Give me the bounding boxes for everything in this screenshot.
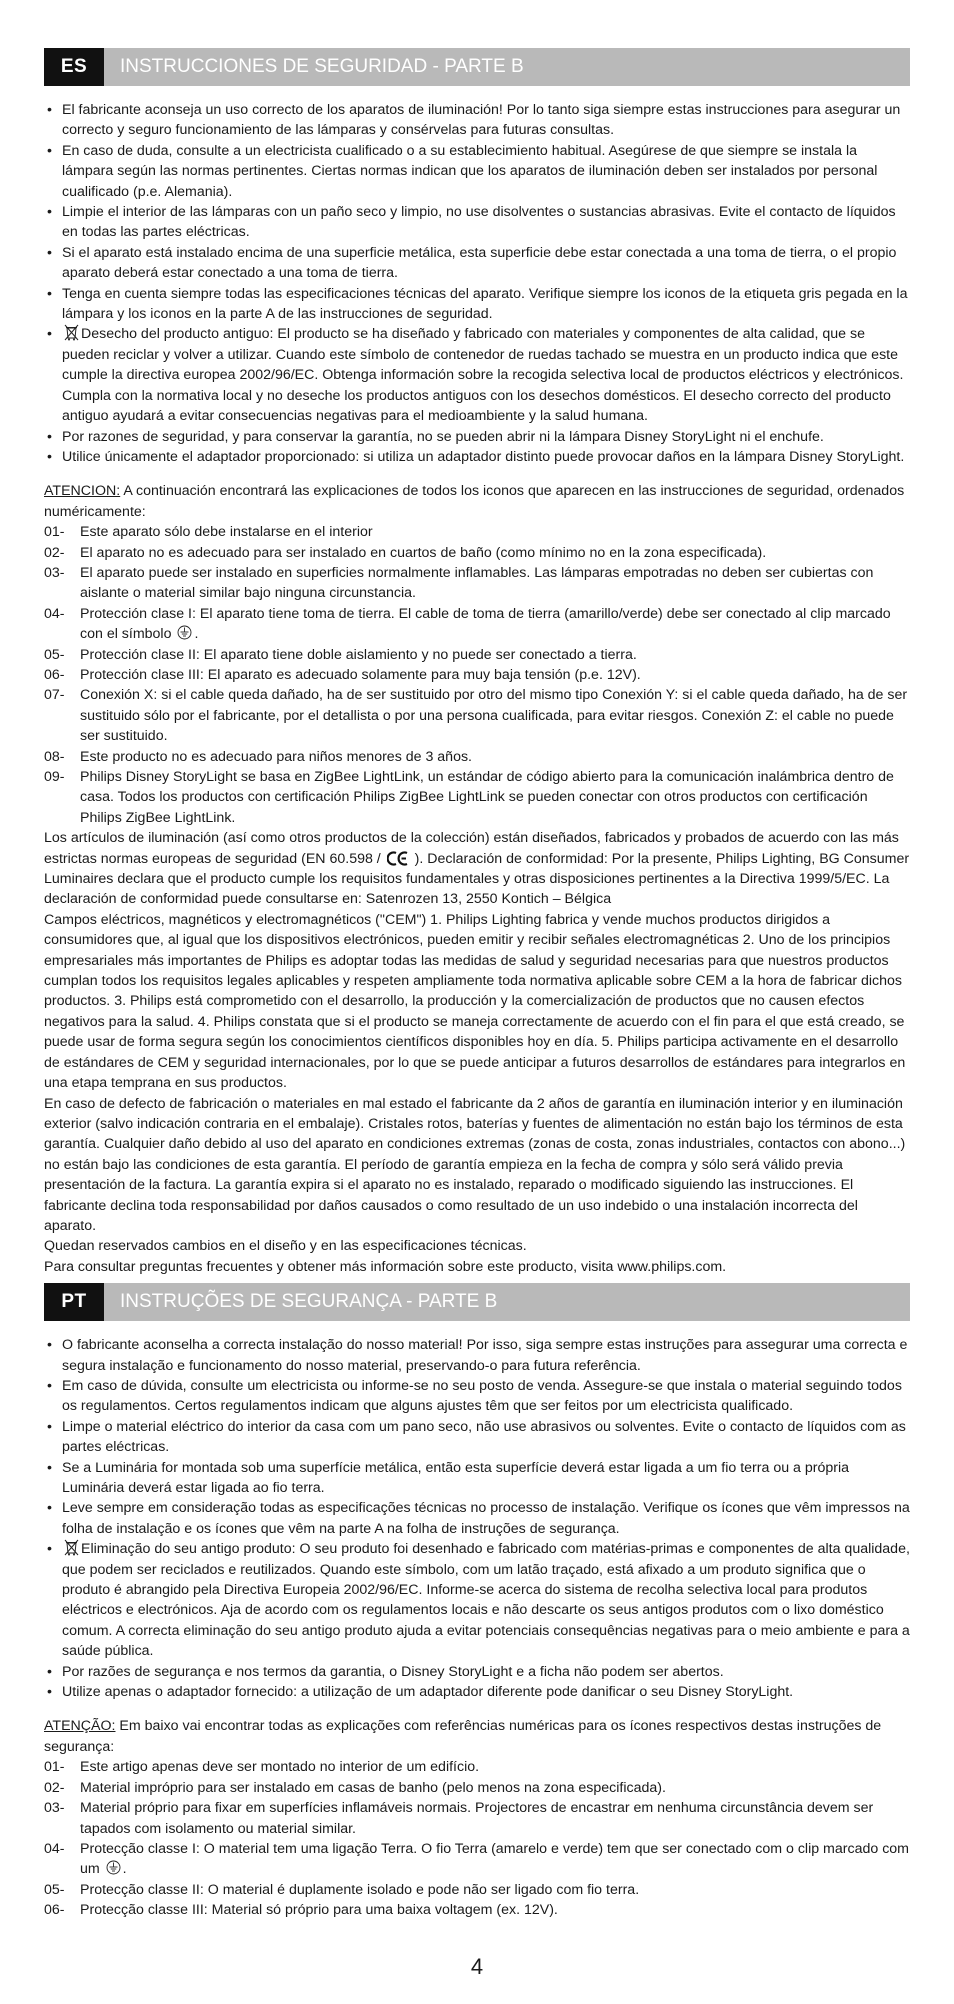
numbered-item: 04- Protección clase I: El aparato tiene toma de tierra. El cable de toma de tierra (amarillo/verde) debe ser conectado al clip marcado con el símbolo .	[44, 605, 891, 643]
pt-note	[44, 1716, 910, 1757]
numbered-item: 02- Material impróprio para ser instalado em casas de banho (pelo menos na zona especificada).	[44, 1779, 666, 1796]
list-item: • Utilize apenas o adaptador fornecido: a utilização de um adaptador diferente pode danificar o seu Disney StoryLight.	[44, 1682, 910, 1702]
es-section-header	[44, 48, 910, 86]
numbered-item: 05- Protección clase II: El aparato tiene doble aislamiento y no puede ser conectado a tierra.	[44, 646, 637, 663]
list-item: • Por razones de seguridad, y para conservar la garantía, no se pueden abrir ni la lámpara Disney StoryLight ni el enchufe.	[44, 427, 910, 447]
list-item: • Se a Luminária for montada sob uma superfície metálica, então esta superfície deverá estar ligada a um fio terra ou a própria Luminária deverá estar ligada ao fio terra.	[44, 1458, 910, 1499]
list-item: • Si el aparato está instalado encima de una superficie metálica, esta superficie debe estar conectada a una toma de tierra, o el propio aparato deberá estar conectado a una toma de tierra.	[44, 243, 910, 284]
es-note	[44, 481, 910, 522]
numbered-item: 03- El aparato puede ser instalado en superficies normalmente inflamables. Las lámparas empotradas no deben ser cubiertas con aislante o material similar bajo ninguna circunstancia.	[44, 564, 874, 602]
pt-section-header	[44, 1283, 910, 1321]
es-language-code: ES	[44, 48, 104, 86]
note-label: ATENÇÃO:	[44, 1718, 116, 1735]
numbered-item: 05- Protecção classe II: O material é duplamente isolado e pode não ser ligado com fio terra.	[44, 1881, 640, 1898]
list-item: • Tenga en cuenta siempre todas las especificaciones técnicas del aparato. Verifique siempre los iconos de la etiqueta gris pegada en la lámpara y los iconos en la parte A de las instrucciones de seguridad.	[44, 284, 910, 325]
es-section-title: INSTRUCCIONES DE SEGURIDAD - PARTE B	[120, 56, 524, 77]
warranty-paragraph: En caso de defecto de fabricación o materiales en mal estado el fabricante da 2 años de garantía en iluminación interior y en iluminación exterior (salvo indicación contraria en el embalaje). Cristales rotos, baterías y fuentes de alimentación no están bajo los términos de esta garantía. Cualquier daño debido al uso del aparato en condiciones extremas (zonas de costa, zonas industriales, contactos con abono...) no están bajo las condiciones de esta garantía. El período de garantía empieza en la fecha de compra y sólo será válido previa presentación de la factura. La garantía expira si el aparato no es instalado, reparado o modificado siguiendo las instrucciones. El fabricante declina toda responsabilidad por daños causados o como resultado de un uso indebido o una instalación incorrecta del aparato.	[44, 1095, 906, 1234]
emf-paragraph: Campos eléctricos, magnéticos y electromagnéticos ("CEM") 1. Philips Lighting fabrica y vende muchos productos dirigidos a consumidores que, al igual que los dispositivos electrónicos, pueden emitir y recibir señales electromagnéticas 2. Uno de los principios empresariales más importantes de Philips es adoptar todas las medidas de salud y seguridad necesarias para que nuestros productos cumplan todos los requisitos legales aplicables y respeten ampliamente toda normativa aplicable sobre CEM a la hora de fabricar dichos productos. 3. Philips está comprometido con el desarrollo, la producción y la comercialización de productos que no causen efectos negativos para la salud. 4. Philips constata que si el producto se maneja correctamente de acuerdo con el fin para el que está creado, se puede usar de forma segura según los conocimientos científicos disponibles hoy en día. 5. Philips participa activamente en el desarrollo de estándares de CEM y seguridad internacionales, por lo que se puede anticipar a futuros desarrollos de estándares para integrarlos en una etapa temprana en sus productos.	[44, 911, 906, 1092]
list-item: • Limpie el interior de las lámparas con un paño seco y limpio, no use disolventes o sustancias abrasivas. Evite el contacto de líquidos en todas las partes eléctricas.	[44, 202, 910, 243]
list-item: • Por razões de segurança e nos termos da garantia, o Disney StoryLight e a ficha não podem ser abertos.	[44, 1662, 910, 1682]
weee-text: Eliminação do seu antigo produto: O seu produto foi desenhado e fabricado com matérias-primas e componentes de alta qualidade, que podem ser reciclados e reutilizados. Quando este símbolo, com um latão traçado, está afixado a um produto significa que o produto é abrangido pela Directiva Europeia 2002/96/EC. Informe-se acerca do sistema de recolha selectiva local para produtos eléctricos e electrónicos. Aja de acordo com os regulamentos locais e não descarte os seus antigos produtos com o lixo doméstico comum. A correcta eliminação do seu antigo produto ajuda a evitar potenciais consequências negativas para o meio ambiente e para a saúde pública.	[62, 1541, 910, 1660]
es-safety-list	[44, 100, 910, 467]
earth-ground-icon	[177, 624, 192, 641]
pt-section-title: INSTRUÇÕES DE SEGURANÇA - PARTE B	[120, 1291, 498, 1313]
note-label: ATENCION:	[44, 483, 121, 500]
list-item: • En caso de duda, consulte a un electricista cualificado o a su establecimiento habitual. Asegúrese de que siempre se instala la lámpara según las normas pertinentes. Ciertas normas indican que los aparatos de iluminación deben ser instalados por personal cualificado (p.e. Alemania).	[44, 141, 910, 202]
list-item: • Limpe o material eléctrico do interior da casa com um pano seco, não use abrasivos ou solventes. Evite o contacto de líquidos com as partes eléctricas.	[44, 1417, 910, 1458]
list-item: • Leve sempre em consideração todas as especificações técnicas no processo de instalação. Verifique os ícones que vêm impressos na folha de instalação e os ícones que vêm na parte A na folha de instruções de segurança.	[44, 1498, 910, 1539]
list-item: • O fabricante aconselha a correcta instalação do nosso material! Por isso, siga sempre estas instruções para assegurar uma correcta e segura instalação e funcionamento do nosso material, preservando-o para futura referência.	[44, 1335, 910, 1376]
numbered-item: 03- Material próprio para fixar em superfícies inflamáveis normais. Projectores de encastrar em nenhuma circunstância devem ser tapados com isolamento ou material similar.	[44, 1800, 874, 1837]
ce-mark-icon	[387, 851, 409, 866]
numbered-item: 01- Este artigo apenas deve ser montado no interior de um edifício.	[44, 1759, 480, 1776]
conformity-paragraph: Los artículos de iluminación (así como otros productos de la colección) están diseñados, fabricados y probados de acuerdo con las más estrictas normas europeas de seguridad (EN 60.598 / ). Declaración de conformidad: Por la presente, Philips Lighting, BG Consumer Luminaires declara que el producto cumple los requisitos fundamentales y otras disposiciones pertinentes a la Directiva 1999/5/EC. La declaración de conformidad puede consultarse en: Satenrozen 13, 2550 Kontich – Bélgica	[44, 830, 910, 908]
numbered-item: 04- Protecção classe I: O material tem uma ligação Terra. O fio Terra (amarelo e verde) tem que ser conectado com o clip marcado com um .	[44, 1840, 910, 1878]
note-text: Em baixo vai encontrar todas as explicações com referências numéricas para os ícones respectivos destas instruções de segurança:	[44, 1718, 882, 1755]
list-item: • El fabricante aconseja un uso correcto de los aparatos de iluminación! Por lo tanto siga siempre estas instrucciones para asegurar un correcto y seguro funcionamiento de las lámparas y consérvelas para futuras consultas.	[44, 100, 910, 141]
list-item: • Em caso de dúvida, consulte um electricista ou informe-se no seu posto de venda. Assegure-se que instala o material seguindo todos os regulamentos. Certos regulamentos indicam que alguns ajustes têm que ser feitos por um electricista qualificado.	[44, 1376, 910, 1417]
list-item-weee	[44, 1539, 910, 1661]
es-icon-explanations	[44, 522, 910, 828]
weee-text: Desecho del producto antiguo: El producto se ha diseñado y fabricado con materiales y componentes de alta calidad, que se pueden reciclar y volver a utilizar. Cuando este símbolo de contenedor de ruedas tachado se muestra en un producto indica que este cumple la directiva europea 2002/96/EC. Obtenga información sobre la recogida selectiva local de productos eléctricos y electrónicos. Cumpla con la normativa local y no deseche los productos antiguos con los desechos domésticos. El desecho correcto del producto antiguo ayudará a evitar consecuencias negativas para el medioambiente y la salud humana.	[62, 326, 904, 425]
crossed-bin-icon	[64, 324, 79, 341]
numbered-item: 02- El aparato no es adecuado para ser instalado en cuartos de baño (como mínimo no en la zona especificada).	[44, 544, 767, 561]
numbered-item: 09- Philips Disney StoryLight se basa en ZigBee LightLink, un estándar de código abierto para la comunicación inalámbrica dentro de casa. Todos los productos con certificación Philips ZigBee LightLink se pueden conectar con otros productos con certificación Philips ZigBee LightLink.	[44, 769, 894, 826]
numbered-item: 06- Protección clase III: El aparato es adecuado solamente para muy baja tensión (p.e. 12V).	[44, 666, 641, 683]
list-item: • Utilice únicamente el adaptador proporcionado: si utiliza un adaptador distinto puede provocar daños en la lámpara Disney StoryLight.	[44, 447, 910, 467]
earth-ground-icon	[106, 1859, 121, 1876]
changes-paragraph: Quedan reservados cambios en el diseño y en las especificaciones técnicas.	[44, 1238, 527, 1255]
numbered-item: 06- Protecção classe III: Material só próprio para uma baixa voltagem (ex. 12V).	[44, 1902, 558, 1919]
pt-language-code: PT	[44, 1283, 104, 1321]
list-item-weee	[44, 324, 910, 426]
pt-safety-list	[44, 1335, 910, 1702]
page-number: 4	[470, 1954, 484, 1979]
note-text: A continuación encontrará las explicaciones de todos los iconos que aparecen en las instrucciones de seguridad, ordenados numéricamente:	[44, 483, 905, 520]
faq-paragraph: Para consultar preguntas frecuentes y obtener más información sobre este producto, visita www.philips.com.	[44, 1258, 727, 1275]
numbered-item: 07- Conexión X: si el cable queda dañado, ha de ser sustituido por otro del mismo tipo Conexión Y: si el cable queda dañado, ha de ser sustituido sólo por el fabricante, por el detallista o por una persona cualificada, para evitar riesgos. Conexión Z: el cable no puede ser sustituido.	[44, 687, 908, 745]
numbered-item: 08- Este producto no es adecuado para niños menores de 3 años.	[44, 748, 472, 765]
crossed-bin-icon	[64, 1539, 79, 1556]
numbered-item: 01- Este aparato sólo debe instalarse en el interior	[44, 524, 373, 541]
pt-icon-explanations	[44, 1757, 910, 1920]
